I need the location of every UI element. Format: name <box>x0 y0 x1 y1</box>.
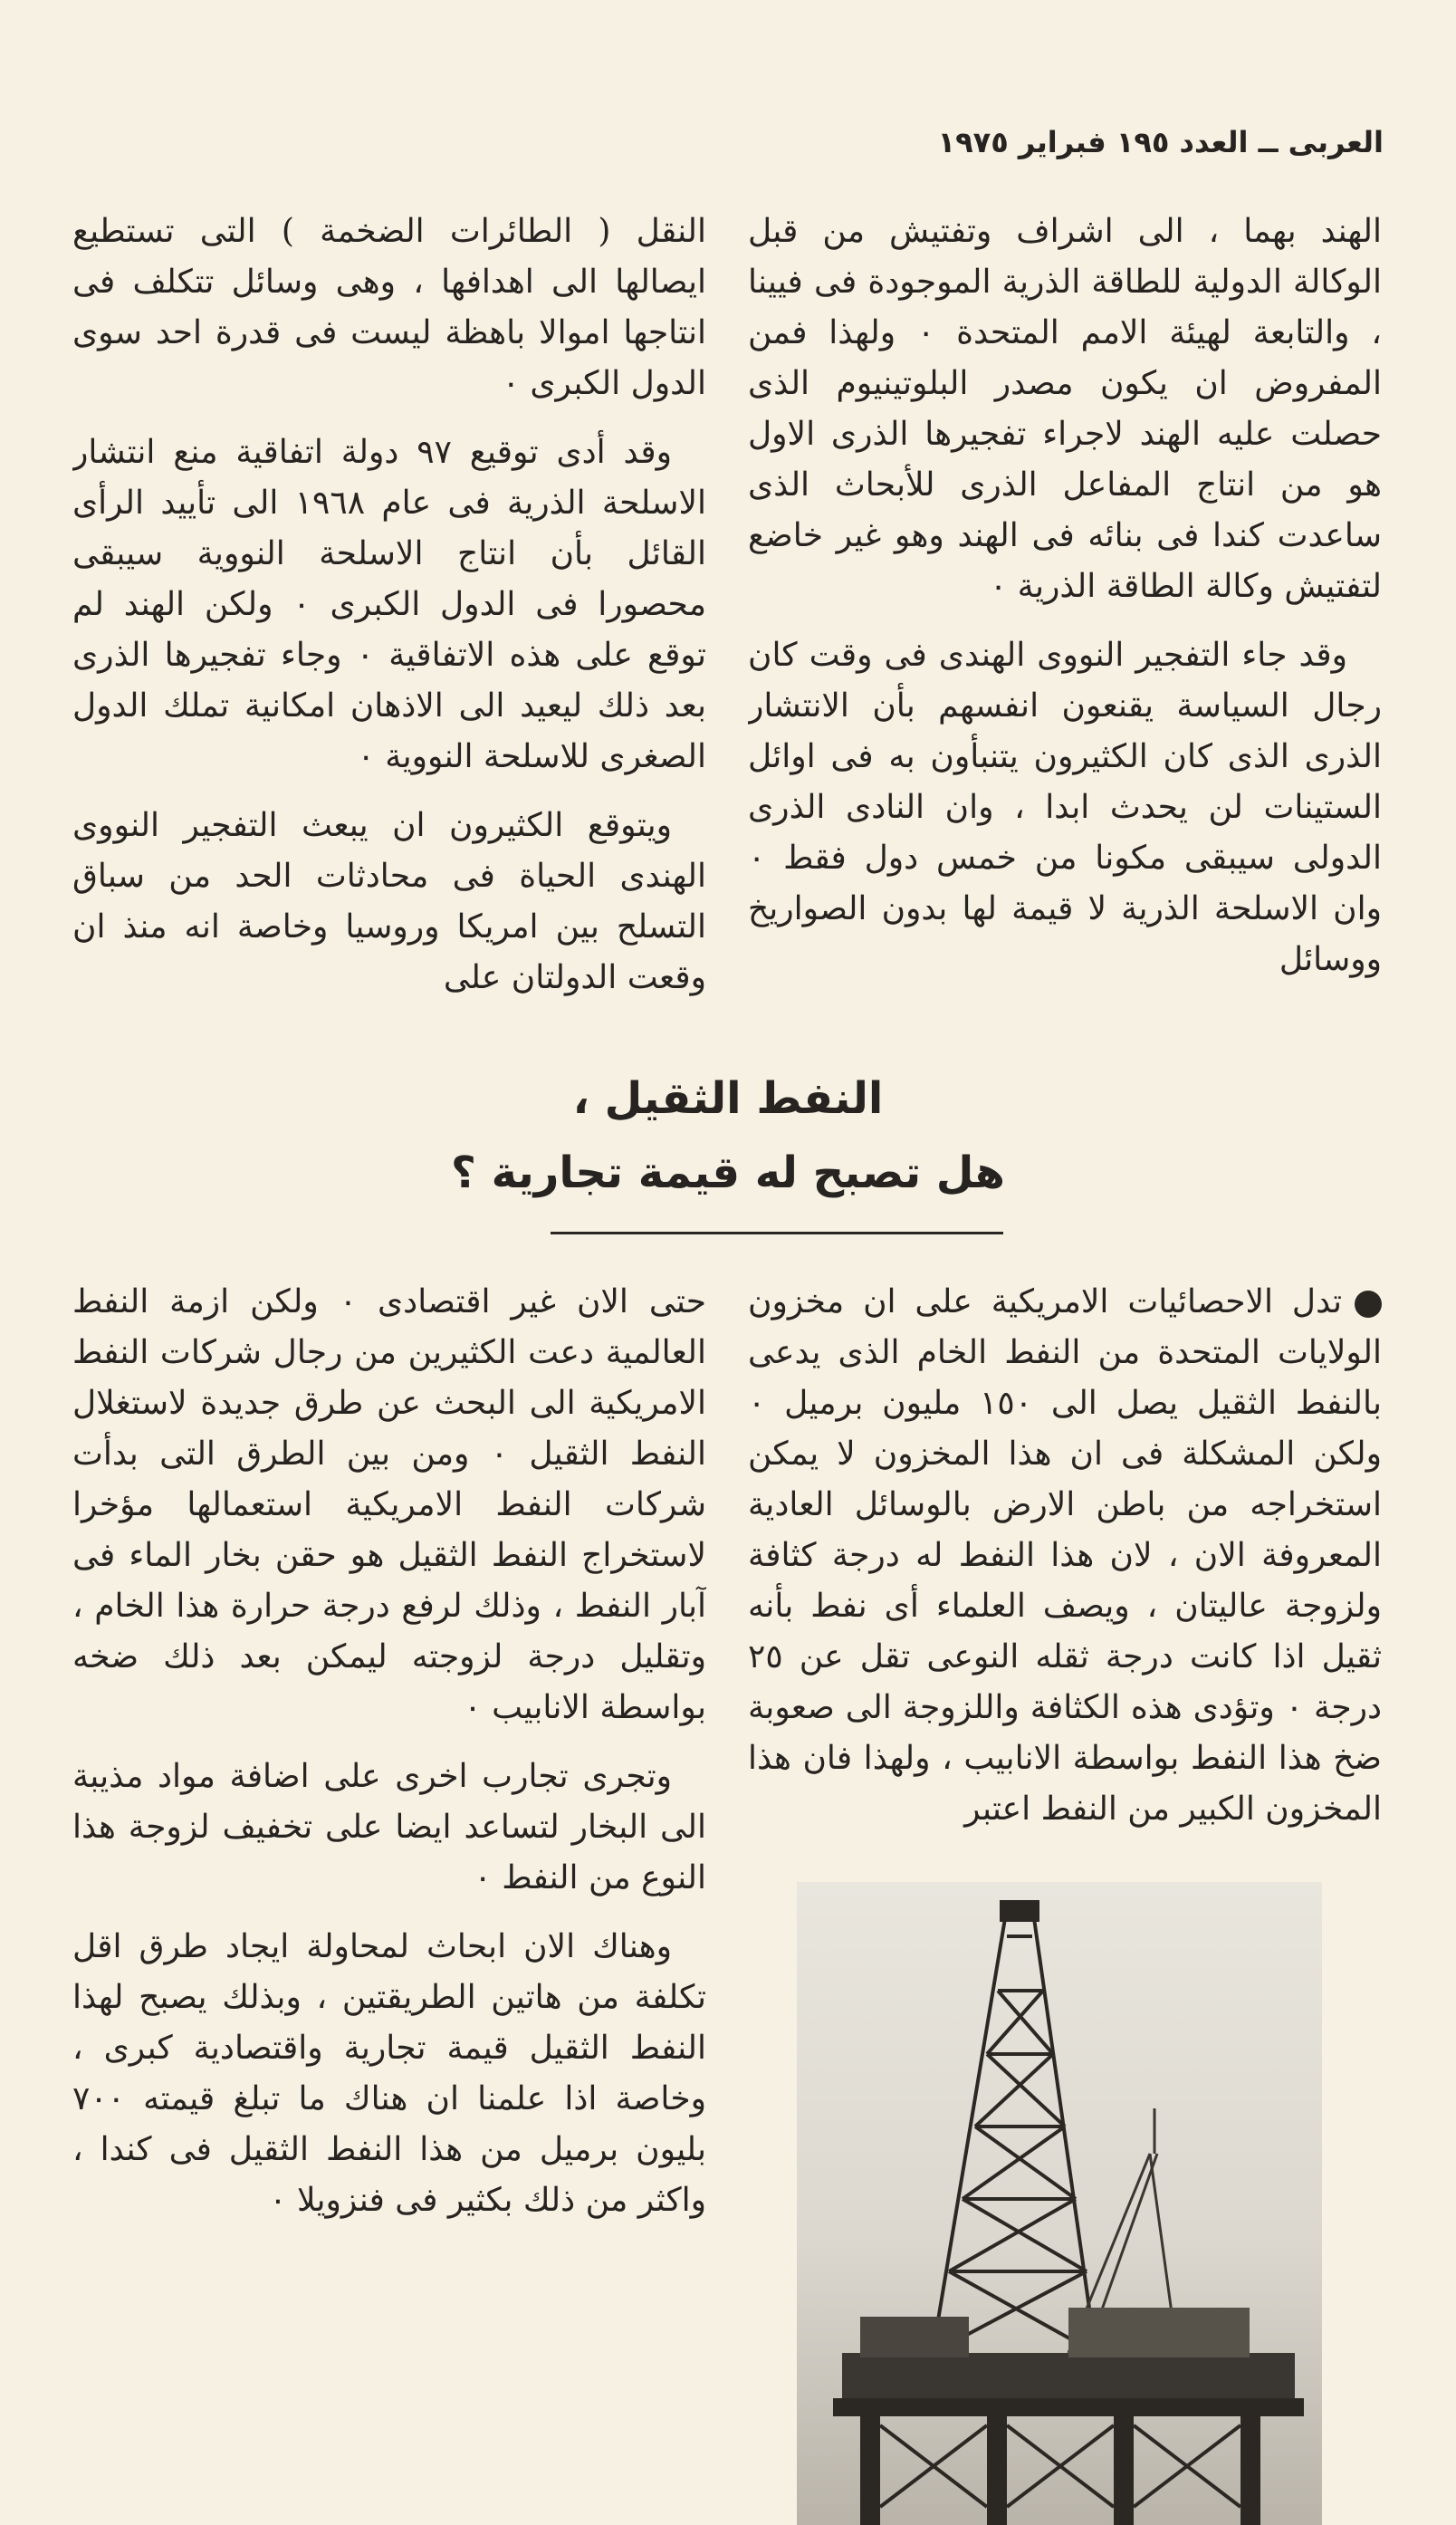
paragraph <box>748 1277 1382 1835</box>
paragraph: وهناك الان ابحاث لمحاولة ايجاد طرق اقل تكلفة من هاتين الطريقتين ، وبذلك يصبح لهذا النفط الثقيل قيمة تجارية واقتصادية كبرى ، وخاصة اذا علمنا ان هناك ما تبلغ قيمته ٧٠٠ بليون برميل من هذا النفط الثقيل فى كندا ، واكثر من ذلك بكثير فى فنزويلا ٠ <box>72 1928 706 2219</box>
paragraph-text: تدل الاحصائيات الامريكية على ان مخزون الولايات المتحدة من النفط الخام الذى يدعى بالنفط الثقيل يصل الى ١٥٠ مليون برميل ٠ ولكن المشكلة فى ان هذا المخزون لا يمكن استخراجه من باطن الارض بالوسائل العادية المعروفة الان ، لان هذا النفط له درجة كثافة ولزوجة عاليتان ، ويصف العلماء أى نفط بأنه ثقيل اذا كانت درجة ثقله النوعى تقل عن ٢٥ درجة ٠ وتؤدى هذه الكثافة واللزوجة الى صعوبة ضخ هذا النفط بواسطة الانابيب ، ولهذا فان هذا المخزون الكبير من النفط اعتبر <box>748 1283 1382 1828</box>
bullet-icon <box>1355 1291 1382 1318</box>
headline-line-2: هل تصبح له قيمة تجارية ؟ <box>451 1147 1005 1198</box>
paragraph: وتجرى تجارب اخرى على اضافة مواد مذيبة الى البخار لتساعد ايضا على تخفيف لزوجة هذا النوع من النفط ٠ <box>72 1758 706 1896</box>
running-head: العربى ــ العدد ١٩٥ فبراير ١٩٧٥ <box>937 125 1384 159</box>
article-headline <box>0 1061 1456 1210</box>
headline-underline <box>551 1232 1003 1234</box>
paragraph: الهند بهما ، الى اشراف وتفتيش من قبل الوكالة الدولية للطاقة الذرية الموجودة فى فيينا ، والتابعة لهيئة الامم المتحدة ٠ ولهذا فمن المفروض ان يكون مصدر البلوتينيوم الذى حصلت عليه الهند لاجراء تفجيرها الذرى الاول هو من انتاج المفاعل الذرى للأبحاث الذى ساعدت كندا فى بنائه فى الهند وهو غير خاضع لتفتيش وكالة الطاقة الذرية ٠ <box>748 213 1382 605</box>
paragraph: وقد جاء التفجير النووى الهندى فى وقت كان رجال السياسة يقنعون انفسهم بأن الانتشار الذرى الذى كان الكثيرون يتنبأون به فى اوائل الستينات لن يحدث ابدا ، وان النادى الذرى الدولى سيبقى مكونا من خمس دول فقط ٠ وان الاسلحة الذرية لا قيمة لها بدون الصواريخ ووسائل <box>748 637 1382 978</box>
top-article-left-column <box>72 206 706 1003</box>
paragraph: حتى الان غير اقتصادى ٠ ولكن ازمة النفط العالمية دعت الكثيرين من رجال شركات النفط الامريكية الى البحث عن طرق جديدة لاستغلال النفط الثقيل ٠ ومن بين الطرق التى بدأت شركات النفط الامريكية استعمالها مؤخرا لاستخراج النفط الثقيل هو حقن بخار الماء فى آبار النفط ، وذلك لرفع درجة حرارة هذا الخام ، وتقليل درجة لزوجته ليمكن بعد ذلك ضخه بواسطة الانابيب ٠ <box>72 1283 706 1726</box>
headline-line-1: النفط الثقيل ، <box>572 1073 884 1124</box>
paragraph: ويتوقع الكثيرون ان يبعث التفجير النووى الهندى الحياة فى محادثات الحد من سباق التسلح بين امريكا وروسيا وخاصة انه منذ ان وقعت الدولتان على <box>72 807 706 996</box>
paragraph: وقد أدى توقيع ٩٧ دولة اتفاقية منع انتشار الاسلحة الذرية فى عام ١٩٦٨ الى تأييد الرأى القائل بأن انتاج الاسلحة النووية سيبقى محصورا فى الدول الكبرى ٠ ولكن الهند لم توقع على هذه الاتفاقية ٠ وجاء تفجيرها الذرى بعد ذلك ليعيد الى الاذهان امكانية تملك الدول الصغرى للاسلحة النووية ٠ <box>72 434 706 775</box>
oil-rig-photo <box>797 1882 1322 2525</box>
bottom-article-right-column <box>748 1277 1382 1875</box>
bottom-article-left-column <box>72 1277 706 2319</box>
paragraph: النقل ( الطائرات الضخمة ) التى تستطيع ايصالها الى اهدافها ، وهى وسائل تتكلف فى انتاجها اموالا باهظة ليست فى قدرة احد سوى الدول الكبرى ٠ <box>72 213 706 402</box>
top-article-right-column <box>748 206 1382 1003</box>
